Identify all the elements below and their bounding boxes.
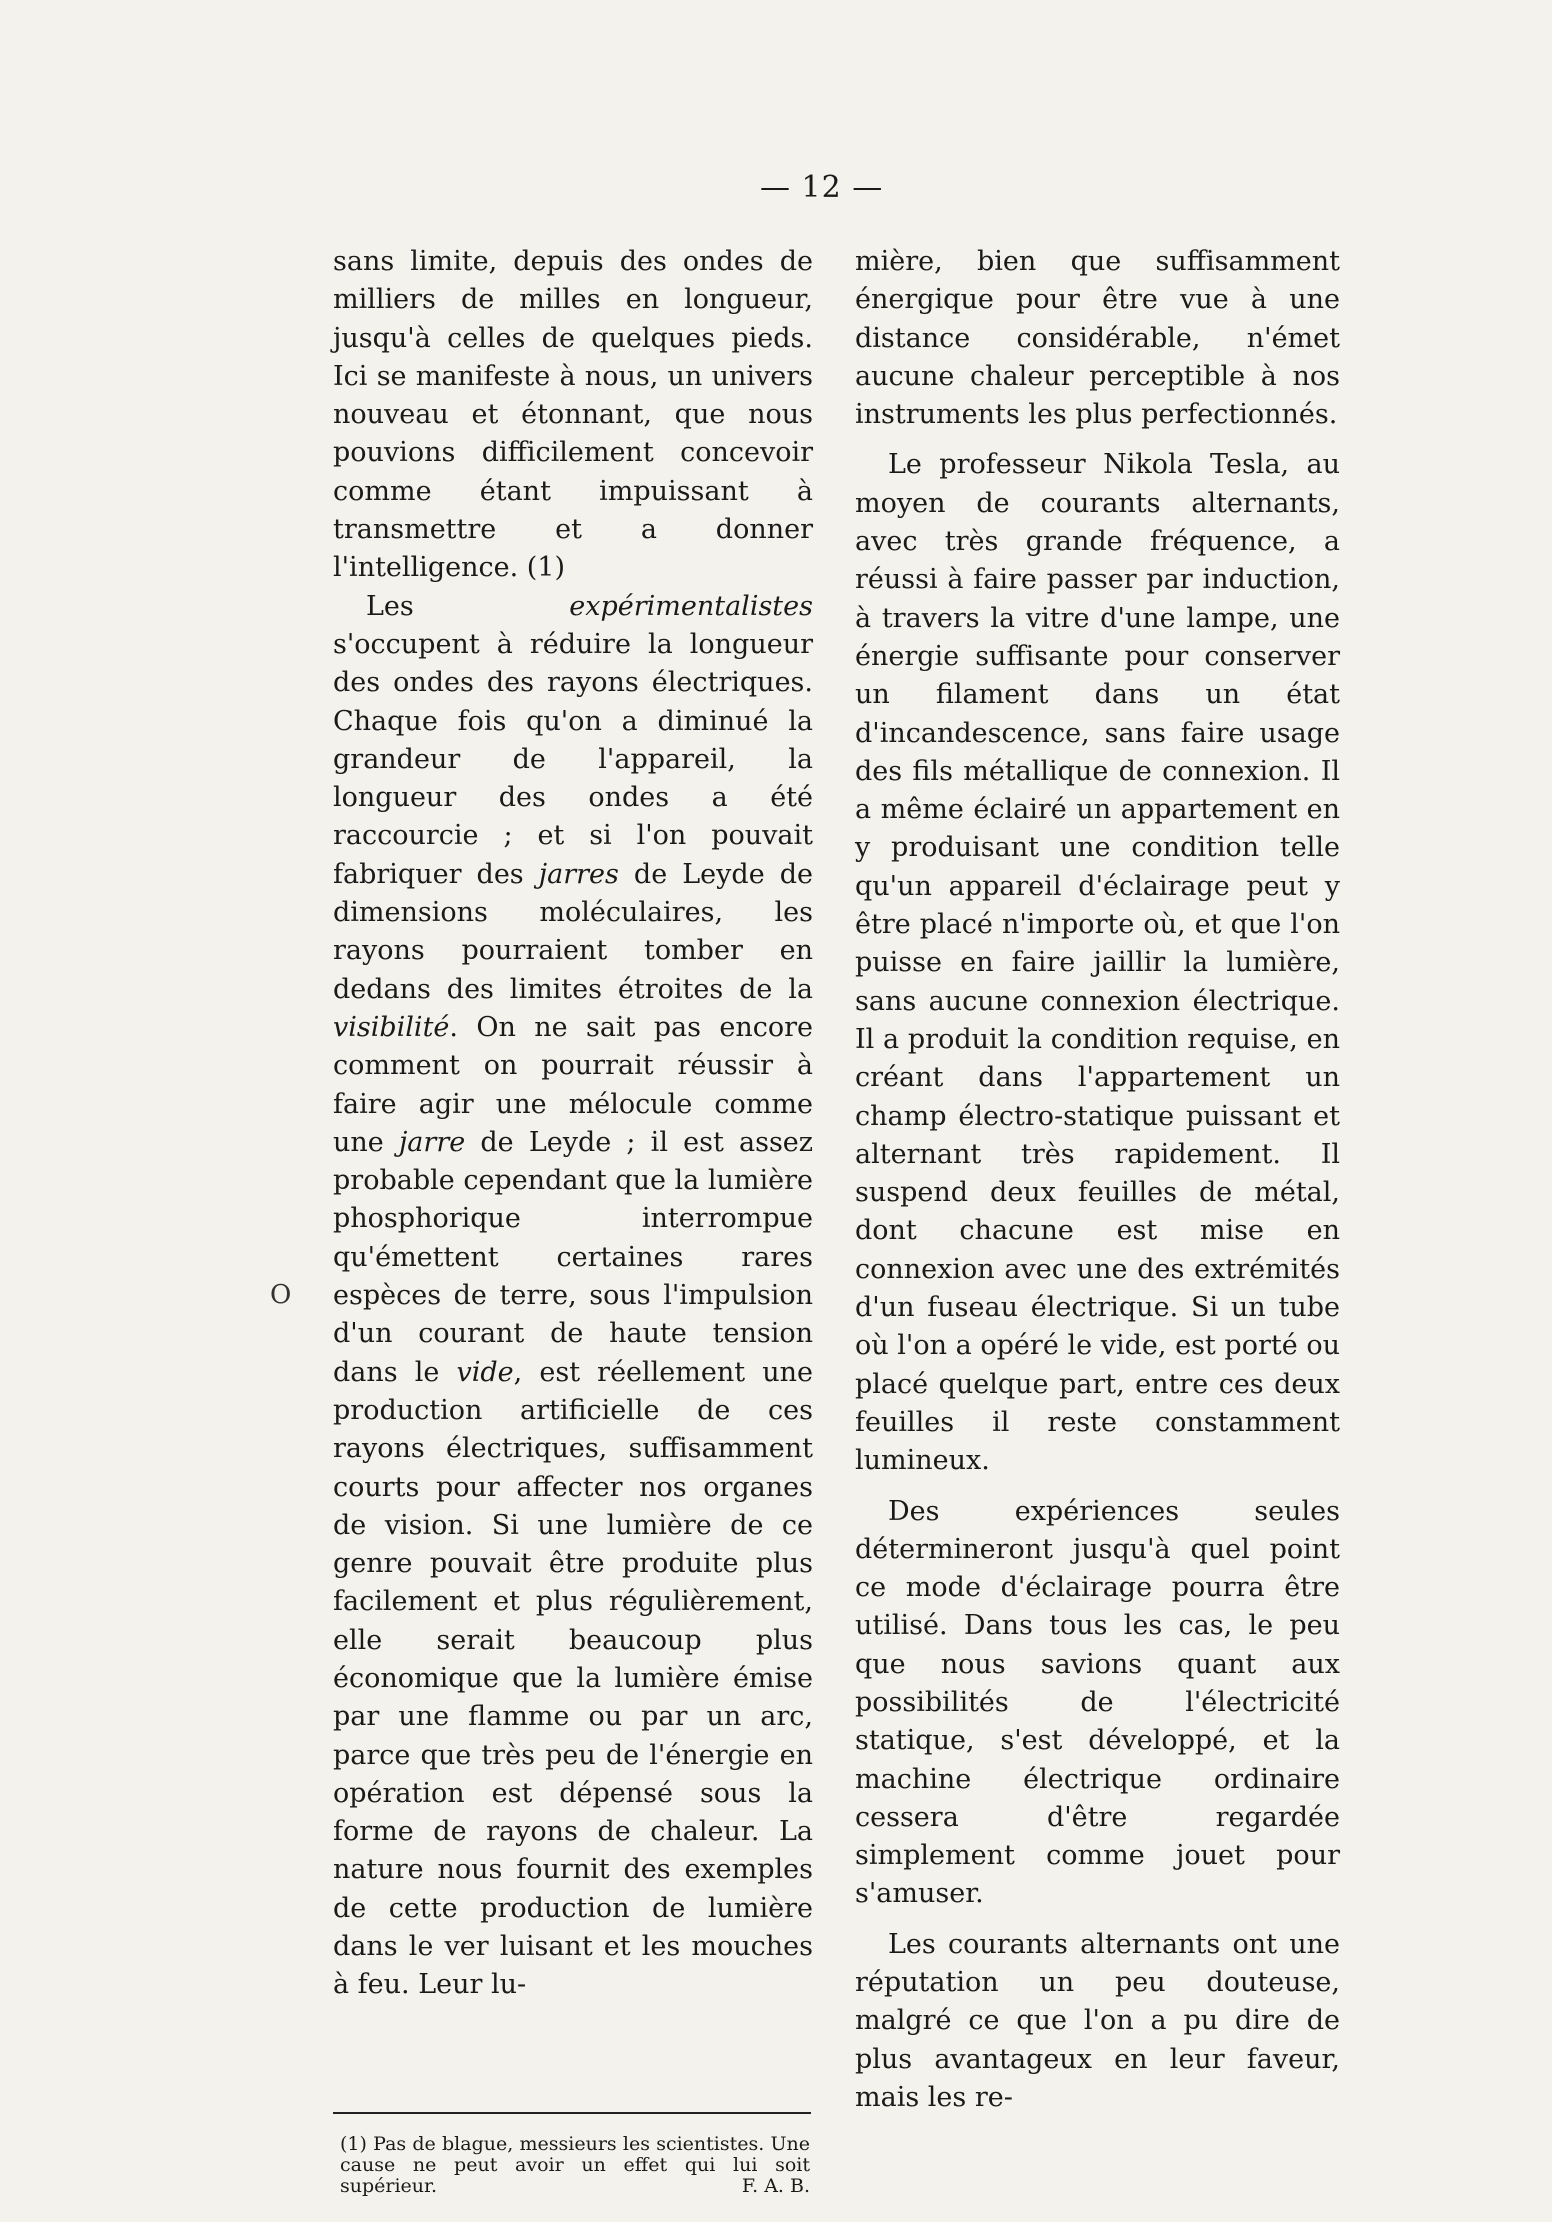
- right-paragraph-2: Le professeur Nikola Tesla, au moyen de courants alternants, avec très grande fréquence, a réussi à faire passer par induction, à travers la vitre d'une lampe, une énergie suffisante pour conserver un filament dans un état d'incandescence, sans faire usage des fils métallique de connexion. Il a même éclairé un appartement en y produisant une condition telle qu'un appareil d'éclairage peut y être placé n'importe où, et que l'on puisse en faire jaillir la lumière, sans aucune connexion électrique. Il a produit la condition requise, en créant dans l'appartement un champ électro-statique puissant et alternant très rapidement. Il suspend deux feuilles de métal, dont chacune est mise en connexion avec une des extrémités d'un fuseau électrique. Si un tube où l'on a opéré le vide, est porté ou placé quelque part, entre ces deux feuilles il reste constamment lumineux.: [855, 449, 1340, 1477]
- emphasis-jarre: jarre: [398, 1126, 466, 1158]
- footnote-divider: [333, 2112, 811, 2114]
- footnote: [340, 2134, 810, 2197]
- emphasis-vide: vide: [456, 1356, 514, 1388]
- left-paragraph-2: Les expérimentalistes s'occupent à réduire la longueur des ondes des rayons électriques. Chaque fois qu'on a diminué la grandeur de l'appareil, la longueur des ondes a été raccourcie ; et si l'on pouvait fabriquer des jarres de Leyde de dimensions moléculaires, les rayons pourraient tomber en dedans des limites étroites de la visibilité. On ne sait pas encore comment on pourrait réussir à faire agir une mélocule comme une jarre de Leyde ; il est assez probable cependant que la lumière phosphorique interrompue qu'émettent certaines rares espèces de terre, sous l'impulsion d'un courant de haute tension dans le vide, est réellement une production artificielle de ces rayons électriques, suffisamment courts pour affecter nos organes de vision. Si une lumière de ce genre pouvait être produite plus facilement et plus régulièrement, elle serait beaucoup plus économique que la lumière émise par une flamme ou par un arc, parce que très peu de l'énergie en opération est dépensé sous la forme de rayons de chaleur. La nature nous fournit des exemples de cette production de lumière dans le ver luisant et les mouches à feu. Leur lu-: [333, 590, 813, 2001]
- footnote-signature: F. A. B.: [741, 2175, 810, 2197]
- left-column: [333, 243, 813, 2005]
- footnote-text: (1) Pas de blague, messieurs les scientistes. Une cause ne peut avoir un effet qui lui soit supérieur.: [340, 2133, 810, 2197]
- emphasis-expérimentalistes: expérimentalistes: [569, 590, 813, 622]
- margin-mark: O: [270, 1280, 292, 1310]
- left-paragraph-1: sans limite, depuis des ondes de milliers de milles en longueur, jusqu'à celles de quelques pieds. Ici se manifeste à nous, un univers nouveau et étonnant, que nous pouvions difficilement concevoir comme étant impuissant à transmettre et a donner l'intelligence. (1): [333, 246, 813, 584]
- emphasis-jarres: jarres: [538, 858, 619, 890]
- page-number: — 12 —: [760, 170, 884, 205]
- emphasis-visibilite: visibilité: [333, 1011, 450, 1043]
- right-paragraph-1: mière, bien que suffisamment énergique pour être vue à une distance considérable, n'émet aucune chaleur perceptible à nos instruments les plus perfectionnés.: [855, 246, 1340, 431]
- right-paragraph-4: Les courants alternants ont une réputation un peu douteuse, malgré ce que l'on a pu dire de plus avantageux en leur faveur, mais les re-: [855, 1928, 1340, 2113]
- right-paragraph-3: Des expériences seules détermineront jusqu'à quel point ce mode d'éclairage pourra être utilisé. Dans tous les cas, le peu que nous savions quant aux possibilités de l'électricité statique, s'est développé, et la machine électrique ordinaire cessera d'être regardée simplement comme jouet pour s'amuser.: [855, 1495, 1340, 1910]
- right-column: [855, 243, 1340, 2117]
